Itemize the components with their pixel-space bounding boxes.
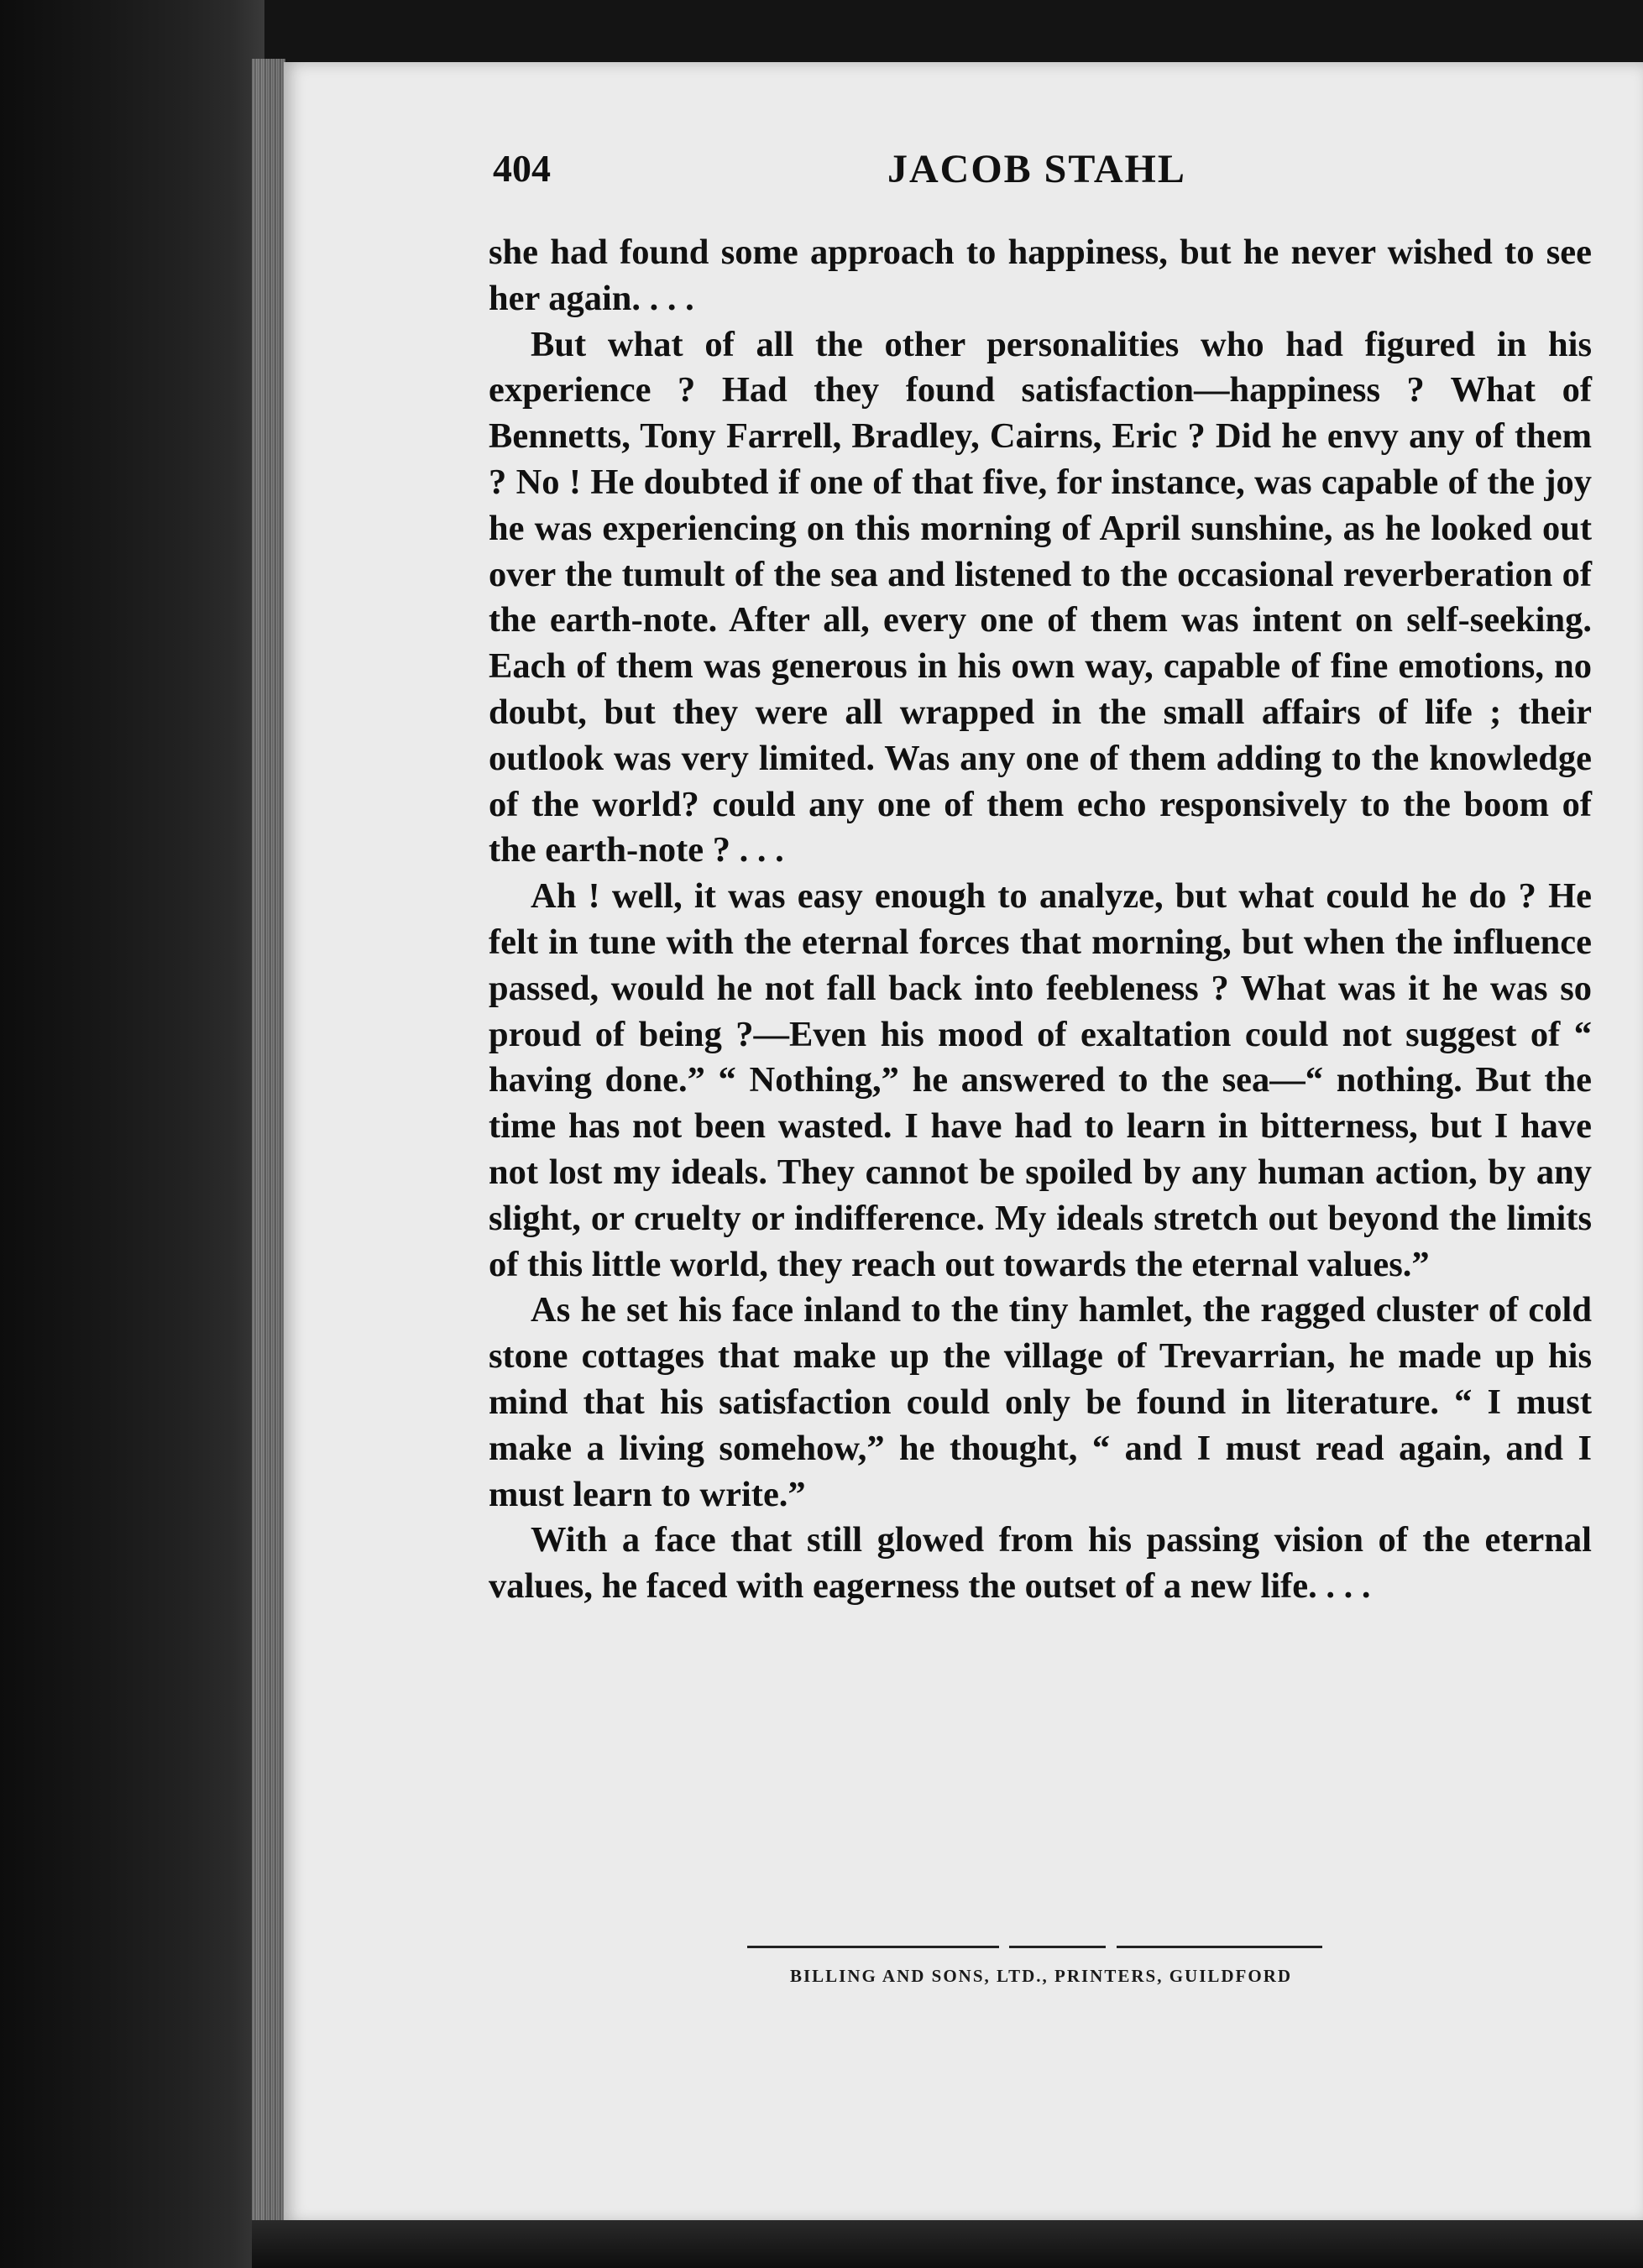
paragraph-1: she had found some approach to happiness, but he never wished to see her again. . . . [489,233,1592,318]
paragraph-3: Ah ! well, it was easy enough to analyze, but what could he do ? He felt in tune with the eternal forces that morning, but when the influence passed, would he not fall back into feebleness ? What was it he was so proud of being ?—Even his mood of exaltation could not suggest of “ having done.” “ Nothing,” he answered to the sea—“ nothing. But the time has not been wasted. I have had to learn in bitterness, but I have not lost my ideals. They cannot be spoiled by any human action, by any slight, or cruelty or indifference. My ideals stretch out beyond the limits of this little world, they reach out towards the eternal values.” [489,876,1592,1284]
running-head: JACOB STAHL [887,147,1186,191]
page-number: 404 [493,147,551,190]
printer-imprint: BILLING AND SONS, LTD., PRINTERS, GUILDFORD [789,1966,1293,1986]
footer-rule-segment [1009,1946,1106,1948]
page-header [493,146,1593,205]
body-text [489,230,1592,1610]
paragraph-2: But what of all the other personalities who had figured in his experience ? Had they found satisfaction—happiness ? What of Bennetts, Tony Farrell, Bradley, Cairns, Eric ? Did he envy any of them ? No ! He doubted if one of that five, for instance, was capable of the joy he was experiencing on this morning of April sunshine, as he looked out over the tumult of the sea and listened to the occasional reverberation of the earth-note. After all, every one of them was intent on self-seeking. Each of them was generous in his own way, capable of fine emotions, no doubt, but they were all wrapped in the small affairs of life ; their outlook was very limited. Was any one of them adding to the knowledge of the world? could any one of them echo responsively to the boom of the earth-note ? . . . [489,324,1592,870]
page-edges [252,59,285,2233]
footer-rule-segment [1117,1946,1322,1948]
book-binding [0,0,264,2268]
footer-rule-segment [747,1946,999,1948]
footer-rule [747,1946,1322,1956]
paragraph-4: As he set his face inland to the tiny hamlet, the ragged cluster of cold stone cottages that make up the village of Trevarrian, he made up his mind that his satisfaction could only be found in literature. “ I must make a living somehow,” he thought, “ and I must read again, and I must learn to write.” [489,1290,1592,1514]
paragraph-5: With a face that still glowed from his passing vision of the eternal values, he faced with eagerness the outset of a new life. . . . [489,1520,1592,1607]
bottom-shadow [252,2220,1643,2268]
